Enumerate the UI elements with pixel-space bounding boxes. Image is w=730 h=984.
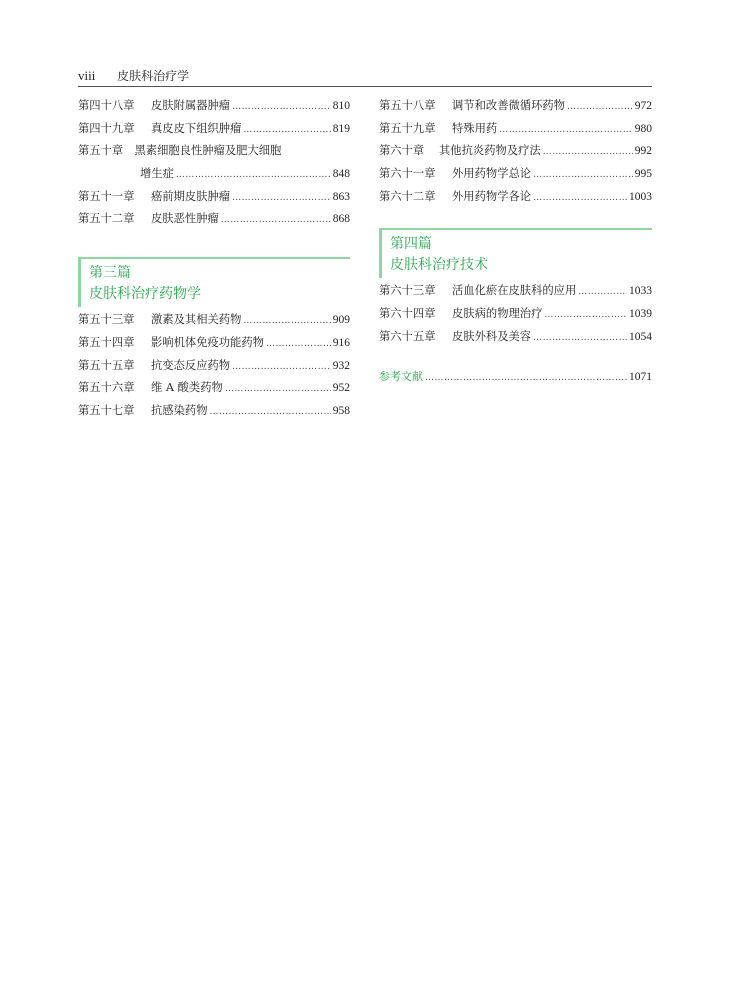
toc-entry[interactable]: [379, 328, 652, 351]
leader-dots: [544, 310, 627, 320]
leader-dots: [533, 170, 633, 180]
page-ref: 1039: [629, 308, 652, 321]
toc-entry[interactable]: [78, 379, 350, 402]
part-title: 皮肤科治疗技术: [390, 257, 488, 274]
toc-entry[interactable]: [379, 282, 652, 305]
toc-entry-references[interactable]: [379, 368, 652, 391]
leader-dots: [210, 407, 331, 417]
toc-entry-continuation[interactable]: [78, 165, 350, 188]
chapter-title: 皮肤病的物理治疗: [452, 307, 543, 321]
page-ref: 868: [332, 213, 350, 226]
chapter-title: 抗变态反应药物: [151, 358, 231, 372]
chapter-title: 调节和改善微循环药物: [452, 99, 565, 112]
chapter-title: 外用药物学各论: [452, 189, 532, 203]
chapter-number: 第六十章: [379, 144, 425, 158]
toc-left-column: [78, 97, 350, 425]
page-ref: 980: [634, 122, 652, 135]
page-ref: 1071: [629, 370, 652, 383]
chapter-number: 第五十七章: [78, 403, 135, 417]
leader-dots: [232, 102, 331, 112]
page-ref: 1033: [629, 285, 652, 298]
chapter-number: 第五十三章: [78, 313, 135, 327]
toc-entry[interactable]: [78, 210, 350, 233]
chapter-number: 第六十四章: [379, 307, 436, 321]
page-ref: 972: [634, 100, 652, 112]
chapter-number: 第六十一章: [379, 167, 436, 181]
chapter-title: 影响机体免疫功能药物: [151, 335, 264, 349]
part-title: 皮肤科治疗药物学: [89, 286, 201, 303]
chapter-number: 第六十五章: [379, 329, 436, 343]
chapter-number: 第五十八章: [379, 99, 436, 112]
toc-entry[interactable]: [78, 402, 350, 425]
chapter-number: 第五十四章: [78, 335, 135, 349]
toc-entry[interactable]: [78, 357, 350, 380]
part-heading-3[interactable]: [78, 257, 350, 307]
chapter-title: 癌前期皮肤肿瘤: [151, 189, 231, 203]
page-ref: 819: [332, 122, 350, 135]
chapter-title: 特殊用药: [452, 121, 498, 135]
chapter-title: 激素及其相关药物: [151, 313, 242, 327]
chapter-title: 其他抗炎药物及疗法: [439, 144, 541, 158]
toc-entry[interactable]: [78, 188, 350, 211]
chapter-title: 皮肤附属器肿瘤: [151, 99, 231, 112]
page-ref: 992: [634, 145, 652, 158]
running-header: [78, 66, 652, 87]
toc-entry[interactable]: [78, 142, 350, 165]
leader-dots: [578, 287, 627, 297]
chapter-number: 第五十六章: [78, 381, 135, 395]
leader-dots: [533, 193, 627, 203]
page-ref: 1003: [629, 190, 652, 203]
page-ref: 1054: [629, 330, 652, 343]
leader-dots: [176, 170, 331, 180]
chapter-number: 第六十三章: [379, 284, 436, 298]
leader-dots: [243, 316, 330, 326]
page-ref: 848: [332, 168, 350, 181]
leader-dots: [225, 384, 331, 394]
page-ref: 952: [332, 382, 350, 395]
toc-entry[interactable]: [379, 188, 652, 211]
toc-entry[interactable]: [78, 97, 350, 120]
leader-dots: [266, 339, 331, 349]
chapter-number: 第六十二章: [379, 189, 436, 203]
chapter-number: 第四十八章: [78, 99, 135, 112]
page-ref: 909: [332, 314, 350, 327]
leader-dots: [533, 333, 627, 343]
leader-dots: [232, 362, 331, 372]
chapter-number: 第五十五章: [78, 358, 135, 372]
page-ref: 995: [634, 168, 652, 181]
leader-dots: [499, 125, 633, 135]
chapter-number: 第四十九章: [78, 121, 135, 135]
toc-entry[interactable]: [78, 334, 350, 357]
page-ref: 810: [332, 100, 350, 112]
leader-dots: [232, 193, 331, 203]
leader-dots: [221, 215, 331, 225]
chapter-title: 皮肤外科及美容: [452, 329, 532, 343]
page-ref: 916: [332, 336, 350, 349]
chapter-title-continued: 增生症: [140, 167, 174, 181]
toc-entry[interactable]: [379, 165, 652, 188]
references-title: 参考文献: [379, 369, 423, 383]
part-heading-4[interactable]: [379, 228, 652, 278]
part-label: 第三篇: [89, 265, 131, 282]
chapter-title: 活血化瘀在皮肤科的应用: [452, 284, 577, 298]
toc-entry[interactable]: [78, 311, 350, 334]
chapter-title: 抗感染药物: [151, 403, 208, 417]
toc-entry[interactable]: [379, 305, 652, 328]
page-ref: 863: [332, 190, 350, 203]
leader-dots: [543, 147, 633, 157]
leader-dots: [567, 102, 633, 112]
leader-dots: [243, 125, 330, 135]
page-number: viii: [78, 68, 96, 83]
toc-entry[interactable]: [379, 142, 652, 165]
leader-dots: [425, 373, 627, 383]
chapter-title: 外用药物学总论: [452, 167, 532, 181]
page-ref: 932: [332, 359, 350, 372]
chapter-title: 维 A 酸类药物: [151, 381, 223, 395]
toc-entry[interactable]: [379, 120, 652, 143]
toc-entry[interactable]: [78, 120, 350, 143]
part-label: 第四篇: [390, 236, 432, 253]
chapter-number: 第五十九章: [379, 121, 436, 135]
chapter-number: 第五十一章: [78, 189, 135, 203]
chapter-title: 第五十章 黑素细胞良性肿瘤及肥大细胞: [78, 144, 282, 158]
toc-right-column: [379, 97, 652, 390]
page-ref: 958: [332, 404, 350, 417]
chapter-title: 真皮皮下组织肿瘤: [151, 121, 242, 135]
chapter-number: 第五十二章: [78, 212, 135, 226]
book-title: 皮肤科治疗学: [117, 69, 190, 83]
chapter-title: 皮肤恶性肿瘤: [151, 212, 219, 226]
toc-entry[interactable]: [379, 97, 652, 120]
